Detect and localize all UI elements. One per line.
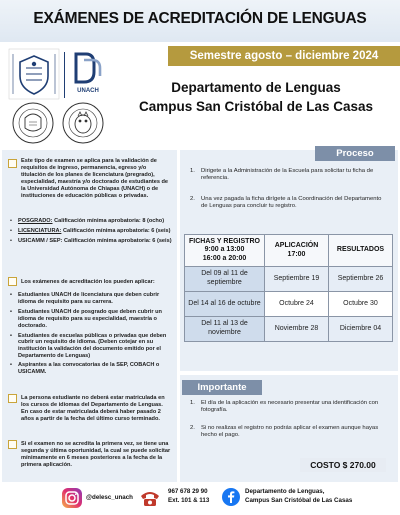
phone-icon [139,488,161,508]
table-row [185,267,393,292]
facebook-icon[interactable] [222,488,240,506]
department-mascot-seal-icon [60,100,106,146]
table-cell: Septiembre 26 [329,267,393,292]
list-item: • POSGRADO: Calificación mínima aprobatoria: 8 (ocho) [10,218,172,225]
table-cell: Noviembre 28 [265,317,329,342]
instagram-handle[interactable]: @delesc_unach [86,494,133,501]
list-item: • USICAMM / SEP: Calificación mínima aprobatoria: 6 (seis) [10,238,172,245]
process-step: 1. Dirigete a la Administración de la Escuela para solicitar tu ficha de referencia. [190,168,374,182]
checkbox-icon [8,440,17,449]
important-item: 1. El día de la aplicación es necesario presentar una identificación con fotografía. [190,400,379,414]
second-attempt-note: Si el examen no se acredita la primera vez, se tiene una segunda y última oportunidad, la cual se puede solicitar mínimamente en 6 meses posteriores a la fecha de la primera aplicación. [21,441,171,468]
table-cell: Del 11 al 13 de noviembre [185,317,265,342]
who-can-apply-title: Los exámenes de acreditación los pueden aplicar: [21,279,155,285]
table-cell: Del 09 al 11 de septiembre [185,267,265,292]
university-crest-icon [8,48,60,100]
list-item: • LICENCIATURA: Calificación mínima aprobatoria: 6 (seis) [10,228,172,235]
process-step: 2. Una vez pagada la ficha dirígete a la Coordinación del Departamento de Lenguas para concluir tu registro. [190,196,382,210]
important-item: 2. Si no realizas el registro no podrás aplicar el examen aunque hayas hecho el pago. [190,425,379,439]
instagram-icon[interactable] [62,488,82,508]
list-item: • Estudiantes UNACH de licenciatura que deben cubrir idioma de requisito para su carrera. [10,292,172,306]
checkbox-icon [8,159,17,168]
unach-logo-icon [70,50,106,96]
language-school-seal-icon [10,100,56,146]
campus-title: Campus San Cristóbal de Las Casas [138,99,374,114]
list-item: • Estudiantes UNACH de posgrado que deben cubrir un idioma de requisito para su especialidad, maestría o doctorado. [10,309,172,330]
facebook-page-line2[interactable]: Campus San Cristóbal de Las Casas [245,497,353,504]
phone-extension: Ext. 101 & 113 [168,497,210,504]
unach-logo-label: UNACH [77,88,99,94]
process-tab: Proceso [315,146,395,161]
checkbox-icon [8,277,17,286]
phone-number[interactable]: 967 678 29 90 [168,488,208,495]
table-cell: Octubre 30 [329,292,393,317]
who-can-apply-list [10,292,172,376]
grade-requirements-list [10,218,172,245]
list-item: • Estudiantes de escuelas públicas o privadas que deben cubrir un requisito de idioma. (Deben cotejar en su institución la validación del documento emitido por el Departamento de Lenguas) [10,333,172,361]
poster-title: EXÁMENES DE ACREDITACIÓN DE LENGUAS [33,10,367,27]
table-header: FICHAS Y REGISTRO 9:00 a 13:00 16:00 a 20:00 [185,235,265,267]
table-cell: Diciembre 04 [329,317,393,342]
table-header: APLICACIÓN 17:00 [265,235,329,267]
enrollment-note: La persona estudiante no deberá estar matriculada en los cursos de idiomas del Departamento de Lenguas. En caso de estar matriculada deberá haber pasado 2 años a partir de la fecha del último curso terminado. [21,395,165,422]
exam-description: Este tipo de examen se aplica para la validación de requisitos de ingreso, permanencia, egreso y/o titulación de los planes de licenciatura (pregrado), especialidad, maestría y/o doctorado de estudiantes de la Universidad Autónoma de Chiapas (UNACH) o de instituciones de educación públicas o privadas. [21,158,169,199]
table-row [185,317,393,342]
table-row [185,292,393,317]
table-cell: Octubre 24 [265,292,329,317]
cost-badge: COSTO $ 270.00 [300,458,386,472]
table-header: RESULTADOS [329,235,393,267]
semester-banner: Semestre agosto – diciembre 2024 [168,46,400,66]
important-tab: Importante [182,380,262,395]
schedule-table [184,234,393,342]
department-title: Departamento de Lenguas [171,80,341,95]
list-item: • Aspirantes a las convocatorias de la SEP, COBACH o USICAMM. [10,362,172,376]
logo-divider [64,52,65,98]
checkbox-icon [8,394,17,403]
facebook-page-line1[interactable]: Departamento de Lenguas, [245,488,325,495]
table-cell: Septiembre 19 [265,267,329,292]
table-cell: Del 14 al 16 de octubre [185,292,265,317]
